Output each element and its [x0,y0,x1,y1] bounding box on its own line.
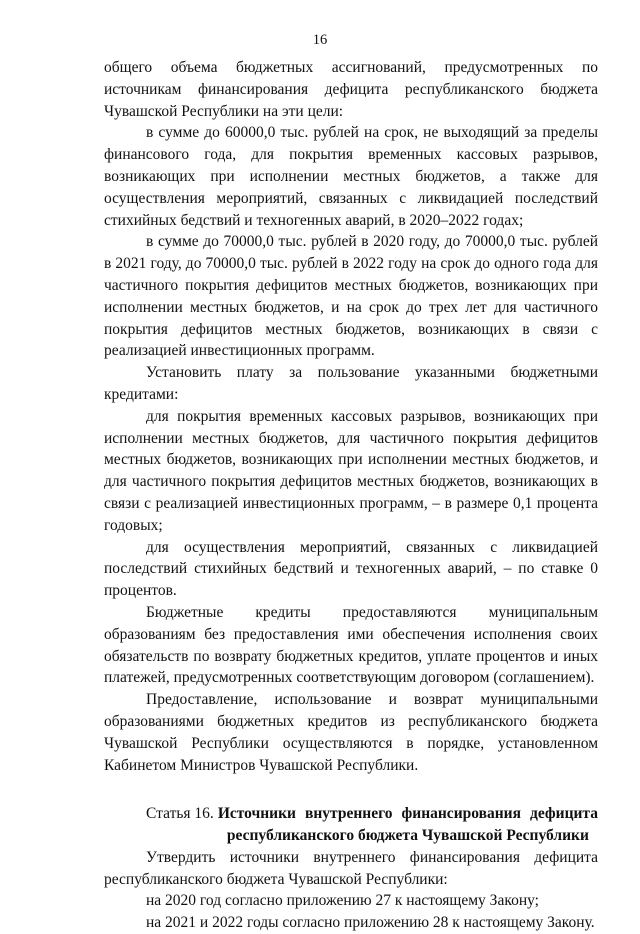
paragraph: Утвердить источники внутреннего финансирования дефицита республиканского бюджета Чувашской Республики: [104,848,598,888]
paragraph: на 2020 год согласно приложению 27 к настоящему Закону; [146,892,539,910]
article-label: Статья 16. [146,805,214,823]
article-heading [104,803,598,847]
paragraph: в сумме до 70000,0 тыс. рублей в 2020 году, до 70000,0 тыс. рублей в 2021 году, до 70000,0 тыс. рублей в 2022 году на срок до одного года для частичного покрытия дефицитов местных бюджетов, возникающих при исполнении местных бюджетов, и на срок до трех лет для частичного покрытия дефицитов местных бюджетов, возникающих в связи с реализацией инвестиционных программ. [104,233,598,360]
page-number: 16 [312,32,328,48]
paragraph: на 2021 и 2022 годы согласно приложению 28 к настоящему Закону. [146,914,595,932]
paragraph: для покрытия временных кассовых разрывов, возникающих при исполнении местных бюджетов, для частичного покрытия дефицитов местных бюджетов, возникающих при исполнении местных бюджетов, и для частичного покрытия дефицитов местных бюджетов, возникающих в связи с реализацией инвестиционных программ, – в размере 0,1 процента годовых; [104,407,598,534]
paragraph: Предоставление, использование и возврат муниципальными образованиями бюджетных кредитов из республиканского бюджета Чувашской Республики осуществляются в порядке, установленном Кабинетом Министров Чувашской Республики. [104,691,598,774]
document-body [104,57,598,934]
paragraph: для осуществления мероприятий, связанных с ликвидацией последствий стихийных бедствий и техногенных аварий, – по ставке 0 процентов. [104,538,598,600]
paragraph: в сумме до 60000,0 тыс. рублей на срок, не выходящий за пределы финансового года, для покрытия временных кассовых разрывов, возникающих при исполнении местных бюджетов, а также для осуществления мероприятий, связанных с ликвидацией последствий стихийных бедствий и техногенных аварий, в 2020–2022 годах; [104,124,598,229]
section-gap [104,776,598,797]
article-title: Источники внутреннего финансирования дефицита республиканского бюджета Чувашской Республики [217,805,598,845]
paragraph: общего объема бюджетных ассигнований, предусмотренных по источникам финансирования дефицита республиканского бюджета Чувашской Республики на эти цели: [104,59,598,120]
paragraph: Установить плату за пользование указанными бюджетными кредитами: [104,364,598,403]
paragraph: Бюджетные кредиты предоставляются муниципальным образованиям без предоставления ими обеспечения исполнения своих обязательств по возврату бюджетных кредитов, уплате процентов и иных платежей, предусмотренных соответствующим договором (соглашением). [104,603,598,687]
